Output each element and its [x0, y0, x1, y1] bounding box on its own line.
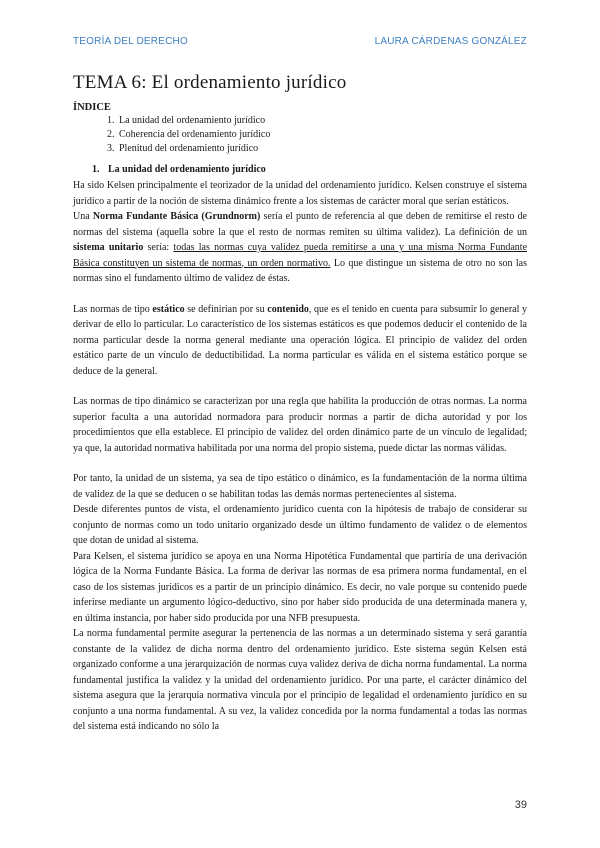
- paragraph: Las normas de tipo dinámico se caracterizan por una regla que habilita la producción de otras normas. La norma superior faculta a una autoridad normadora para producir normas a partir de dicha autoridad y por los procedimientos que ella establece. El principio de validez del orden dinámico parte de un vínculo de legalidad; ya que, la autoridad normativa habilitada por una norma del propio sistema, puede dictar las normas válidas.: [73, 396, 527, 454]
- paragraph: Desde diferentes puntos de vista, el ordenamiento jurídico cuenta con la hipótesis de trabajo de considerar su conjunto de normas como un todo unitario organizado desde un último fundamento de validez o de elementos que dotan de unidad al sistema.: [73, 504, 527, 546]
- bold-term: estático: [152, 303, 185, 315]
- bold-term: Norma Fundante Básica (Grundnorm): [92, 211, 261, 222]
- paragraph: [73, 209, 527, 287]
- bold-term: sistema unitario: [73, 242, 144, 253]
- section-heading: [73, 164, 527, 175]
- underlined-definition: todas las normas cuya validez pueda remitirse a una y una misma Norma Fundante Básica constituyen un sistema de normas, un orden normativo.: [73, 242, 528, 269]
- paragraph: Por tanto, la unidad de un sistema, ya sea de tipo estático o dinámico, es la fundamentación de la norma última de validez de la que se deducen o se habilitan todas las demás normas pertenecientes al sistema.: [73, 473, 527, 500]
- section-number: 1.: [92, 164, 100, 175]
- page-content: [73, 72, 527, 735]
- index-list: [73, 114, 527, 156]
- paragraph: [73, 302, 527, 380]
- paragraph: La norma fundamental permite asegurar la pertenencia de las normas a un determinado sistema y será garantía constante de la validez de dicha norma dentro del ordenamiento jurídico. Este sistema según Kelsen está organizado conforme a una jerarquización de normas cuya validez deriva de dicha norma fundamental. La norma fundamental justifica la validez y la unidad del ordenamiento jurídico. Por una parte, el carácter dinámico del sistema asegura que la jerarquía normativa vincula por el principio de legalidad el ordenamiento jurídico en su conjunto a una norma fundamental. A su vez, la validez concedida por la norma fundamental a todas las normas del sistema está indicando no sólo la: [73, 628, 527, 732]
- page-title: TEMA 6: El ordenamiento jurídico: [73, 72, 347, 93]
- text: se definirían por su: [184, 303, 268, 315]
- text: sería el punto de referencia al que deben de remitirse el resto de normas del sistema (aquella sobre la que el resto de normas remiten su última validez). La definición de un: [73, 211, 527, 238]
- page-number: 39: [514, 799, 527, 811]
- header-author: LAURA CÁRDENAS GONZÁLEZ: [374, 36, 527, 47]
- section-title: La unidad del ordenamiento jurídico: [108, 164, 266, 175]
- text: Las normas de tipo: [73, 303, 153, 315]
- index-item: 2. Coherencia del ordenamiento jurídico: [117, 128, 527, 142]
- text: Lo que distingue un sistema de otro no son las normas sino el fundamento último de validez de éstas.: [73, 257, 527, 284]
- paragraph: Ha sido Kelsen principalmente el teorizador de la unidad del ordenamiento jurídico. Kelsen construye el sistema jurídico a partir de la noción de sistema dinámico frente a los sistemas de carácter moral que serían estáticos.: [73, 180, 527, 207]
- index-item: 3. Plenitud del ordenamiento jurídico: [117, 142, 527, 156]
- index-heading: ÍNDICE: [73, 102, 111, 113]
- text: Una: [73, 211, 93, 222]
- text: sería:: [143, 242, 174, 253]
- header-subject: TEORÍA DEL DERECHO: [73, 36, 188, 47]
- index-item: 1. La unidad del ordenamiento jurídico: [117, 114, 527, 128]
- paragraph: Para Kelsen, el sistema jurídico se apoya en una Norma Hipotética Fundamental que partiría de una derivación lógica de la Norma Fundante Básica. La forma de derivar las normas de esa primera norma fundamental, en el caso de los sistemas jurídicos es a partir de un principio dinámico. Es decir, no vale porque su contenido puede inferirse mediante un argumento lógico-deductivo, sino por haber sido producida de una determinada manera y, en última instancia, por haber sido producida por una NFB presupuesta.: [73, 550, 527, 624]
- text: , que es el tenido en cuenta para subsumir lo general y derivar de ello lo particular. Lo característico de los sistemas estáticos es que podemos deducir el contenido de la norma particular desde la norma general mediante una operación lógica. El principio de validez del orden estático parte de un vínculo de deductibilidad. La norma particular es válida en el sistema estático porque se deduce de la general.: [73, 303, 528, 377]
- bold-term: contenido: [267, 303, 309, 315]
